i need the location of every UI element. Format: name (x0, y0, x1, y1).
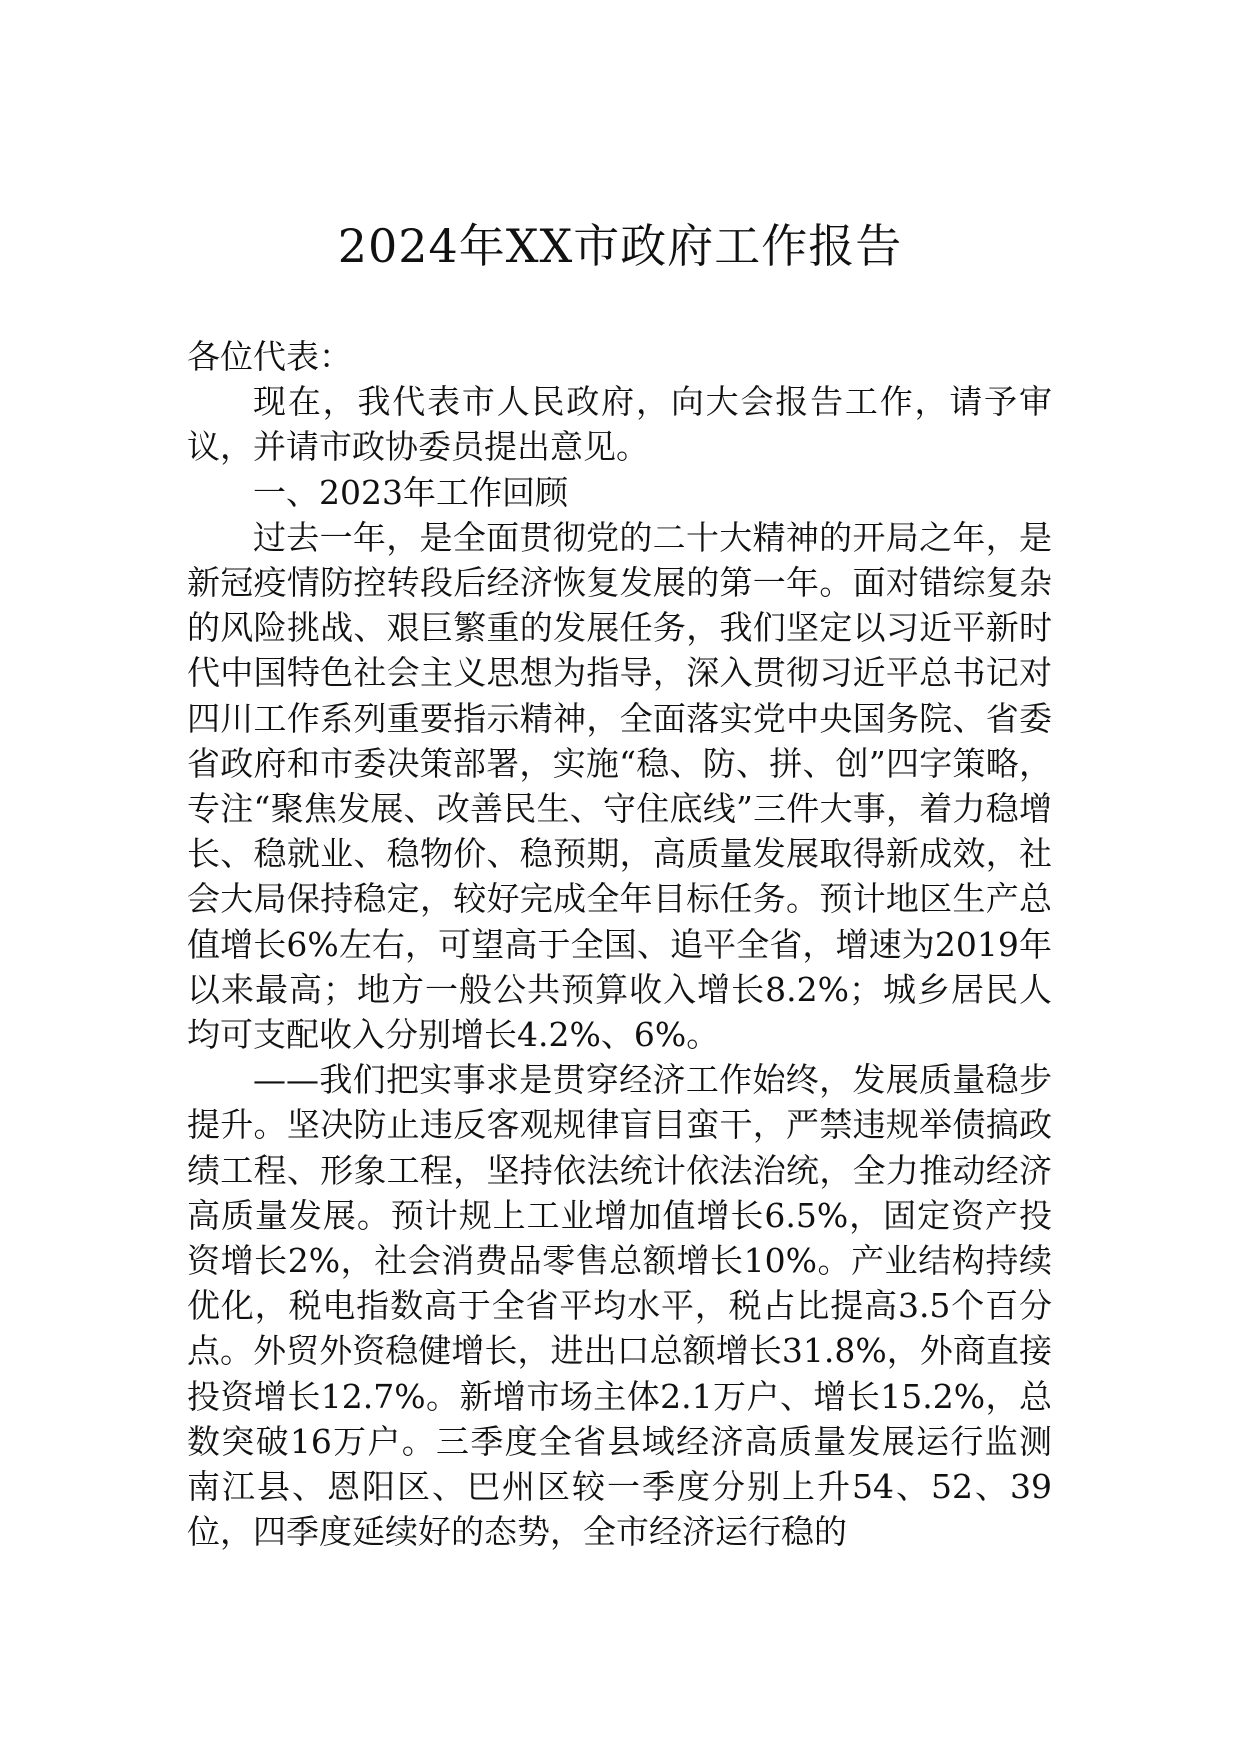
paragraph-intro: 现在，我代表市人民政府，向大会报告工作，请予审议，并请市政协委员提出意见。 (187, 382, 1052, 467)
salutation: 各位代表： (187, 337, 352, 376)
document-body (187, 334, 1052, 1554)
paragraph-quality: ——我们把实事求是贯穿经济工作始终，发展质量稳步提升。坚决防止违反客观规律盲目蛮干，严禁违规举债搞政绩工程、形象工程，坚持依法统计依法治统，全力推动经济高质量发展。预计规上工业增加值增长6.5%，固定资产投资增长2%，社会消费品零售总额增长10%。产业结构持续优化，税电指数高于全省平均水平，税占比提高3.5个百分点。外贸外资稳健增长，进出口总额增长31.8%，外商直接投资增长12.7%。新增市场主体2.1万户、增长15.2%，总数突破16万户。三季度全省县域经济高质量发展运行监测南江县、恩阳区、巴州区较一季度分别上升54、52、39位，四季度延续好的态势，全市经济运行稳的 (187, 1060, 1052, 1552)
section-heading: 一、2023年工作回顾 (253, 472, 568, 512)
document-title: 2024年XX市政府工作报告 (337, 219, 903, 273)
paragraph-review: 过去一年，是全面贯彻党的二十大精神的开局之年，是新冠疫情防控转段后经济恢复发展的第一年。面对错综复杂的风险挑战、艰巨繁重的发展任务，我们坚定以习近平新时代中国特色社会主义思想为指导，深入贯彻习近平总书记对四川工作系列重要指示精神，全面落实党中央国务院、省委省政府和市委决策部署，实施“稳、防、拼、创”四字策略，专注“聚焦发展、改善民生、守住底线”三件大事，着力稳增长、稳就业、稳物价、稳预期，高质量发展取得新成效，社会大局保持稳定，较好完成全年目标任务。预计地区生产总值增长6%左右，可望高于全国、追平全省，增速为2019年以来最高；地方一般公共预算收入增长8.2%；城乡居民人均可支配收入分别增长4.2%、6%。 (187, 517, 1052, 1055)
